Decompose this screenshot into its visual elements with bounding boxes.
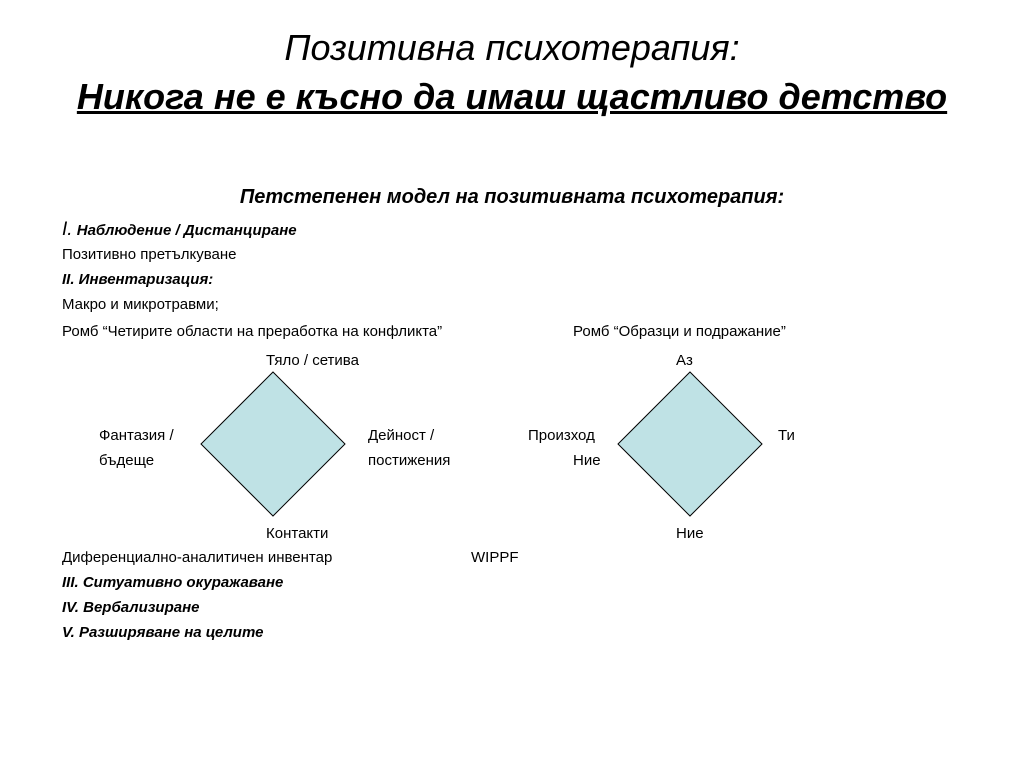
rhombus-2-shape [618,372,762,516]
rhombus-2-left-label-1: Произход [528,427,595,444]
rhombus-1-right-label-1: Дейност / [368,427,435,444]
rhombus-1-left-label-1: Фантазия / [99,427,174,444]
rhombus-2-right-label: Ти [778,427,795,444]
page-title: Позитивна психотерапия: [284,27,740,68]
rhombus-2-left-label-2: Ние [573,452,601,469]
model-heading: Петстепенен модел на позитивната психотерапия: [239,186,785,208]
page-subtitle-bold: Никога не е късно да имаш щастливо детство [76,76,948,117]
step-5: V. Разширяване на целите [62,624,264,641]
step-2: II. Инвентаризация: [62,271,214,288]
step-1-number: I. [62,219,73,240]
inventory-code: WIPPF [471,549,519,566]
rhombus-2-top-label: Аз [676,352,693,369]
rhombus-1-left-label-2: бъдеще [99,452,155,469]
rhombus-1-right-label-2: постижения [368,452,451,469]
step-4: IV. Вербализиране [62,599,200,616]
step-1 [62,219,297,241]
rhombus-1-bottom-label: Контакти [266,525,329,542]
step-1-label: Наблюдение / Дистанциране [76,222,297,239]
rhombus-2-bottom-label: Ние [676,525,704,542]
rhombus-2-caption: Ромб “Образци и подражание” [573,323,786,340]
rhombus-1-caption: Ромб “Четирите области на преработка на конфликта” [62,323,443,340]
step-2-sub: Макро и микротравми; [62,296,219,313]
inventory-label: Диференциално-аналитичен инвентар [62,549,333,566]
rhombus-1-top-label: Тяло / сетива [266,352,359,369]
step-3: III. Ситуативно окуражаване [62,574,284,591]
rhombus-1-shape [201,372,345,516]
rhombus-2 [616,370,764,518]
rhombus-1 [199,370,347,518]
step-1-sub: Позитивно претълкуване [62,246,237,263]
